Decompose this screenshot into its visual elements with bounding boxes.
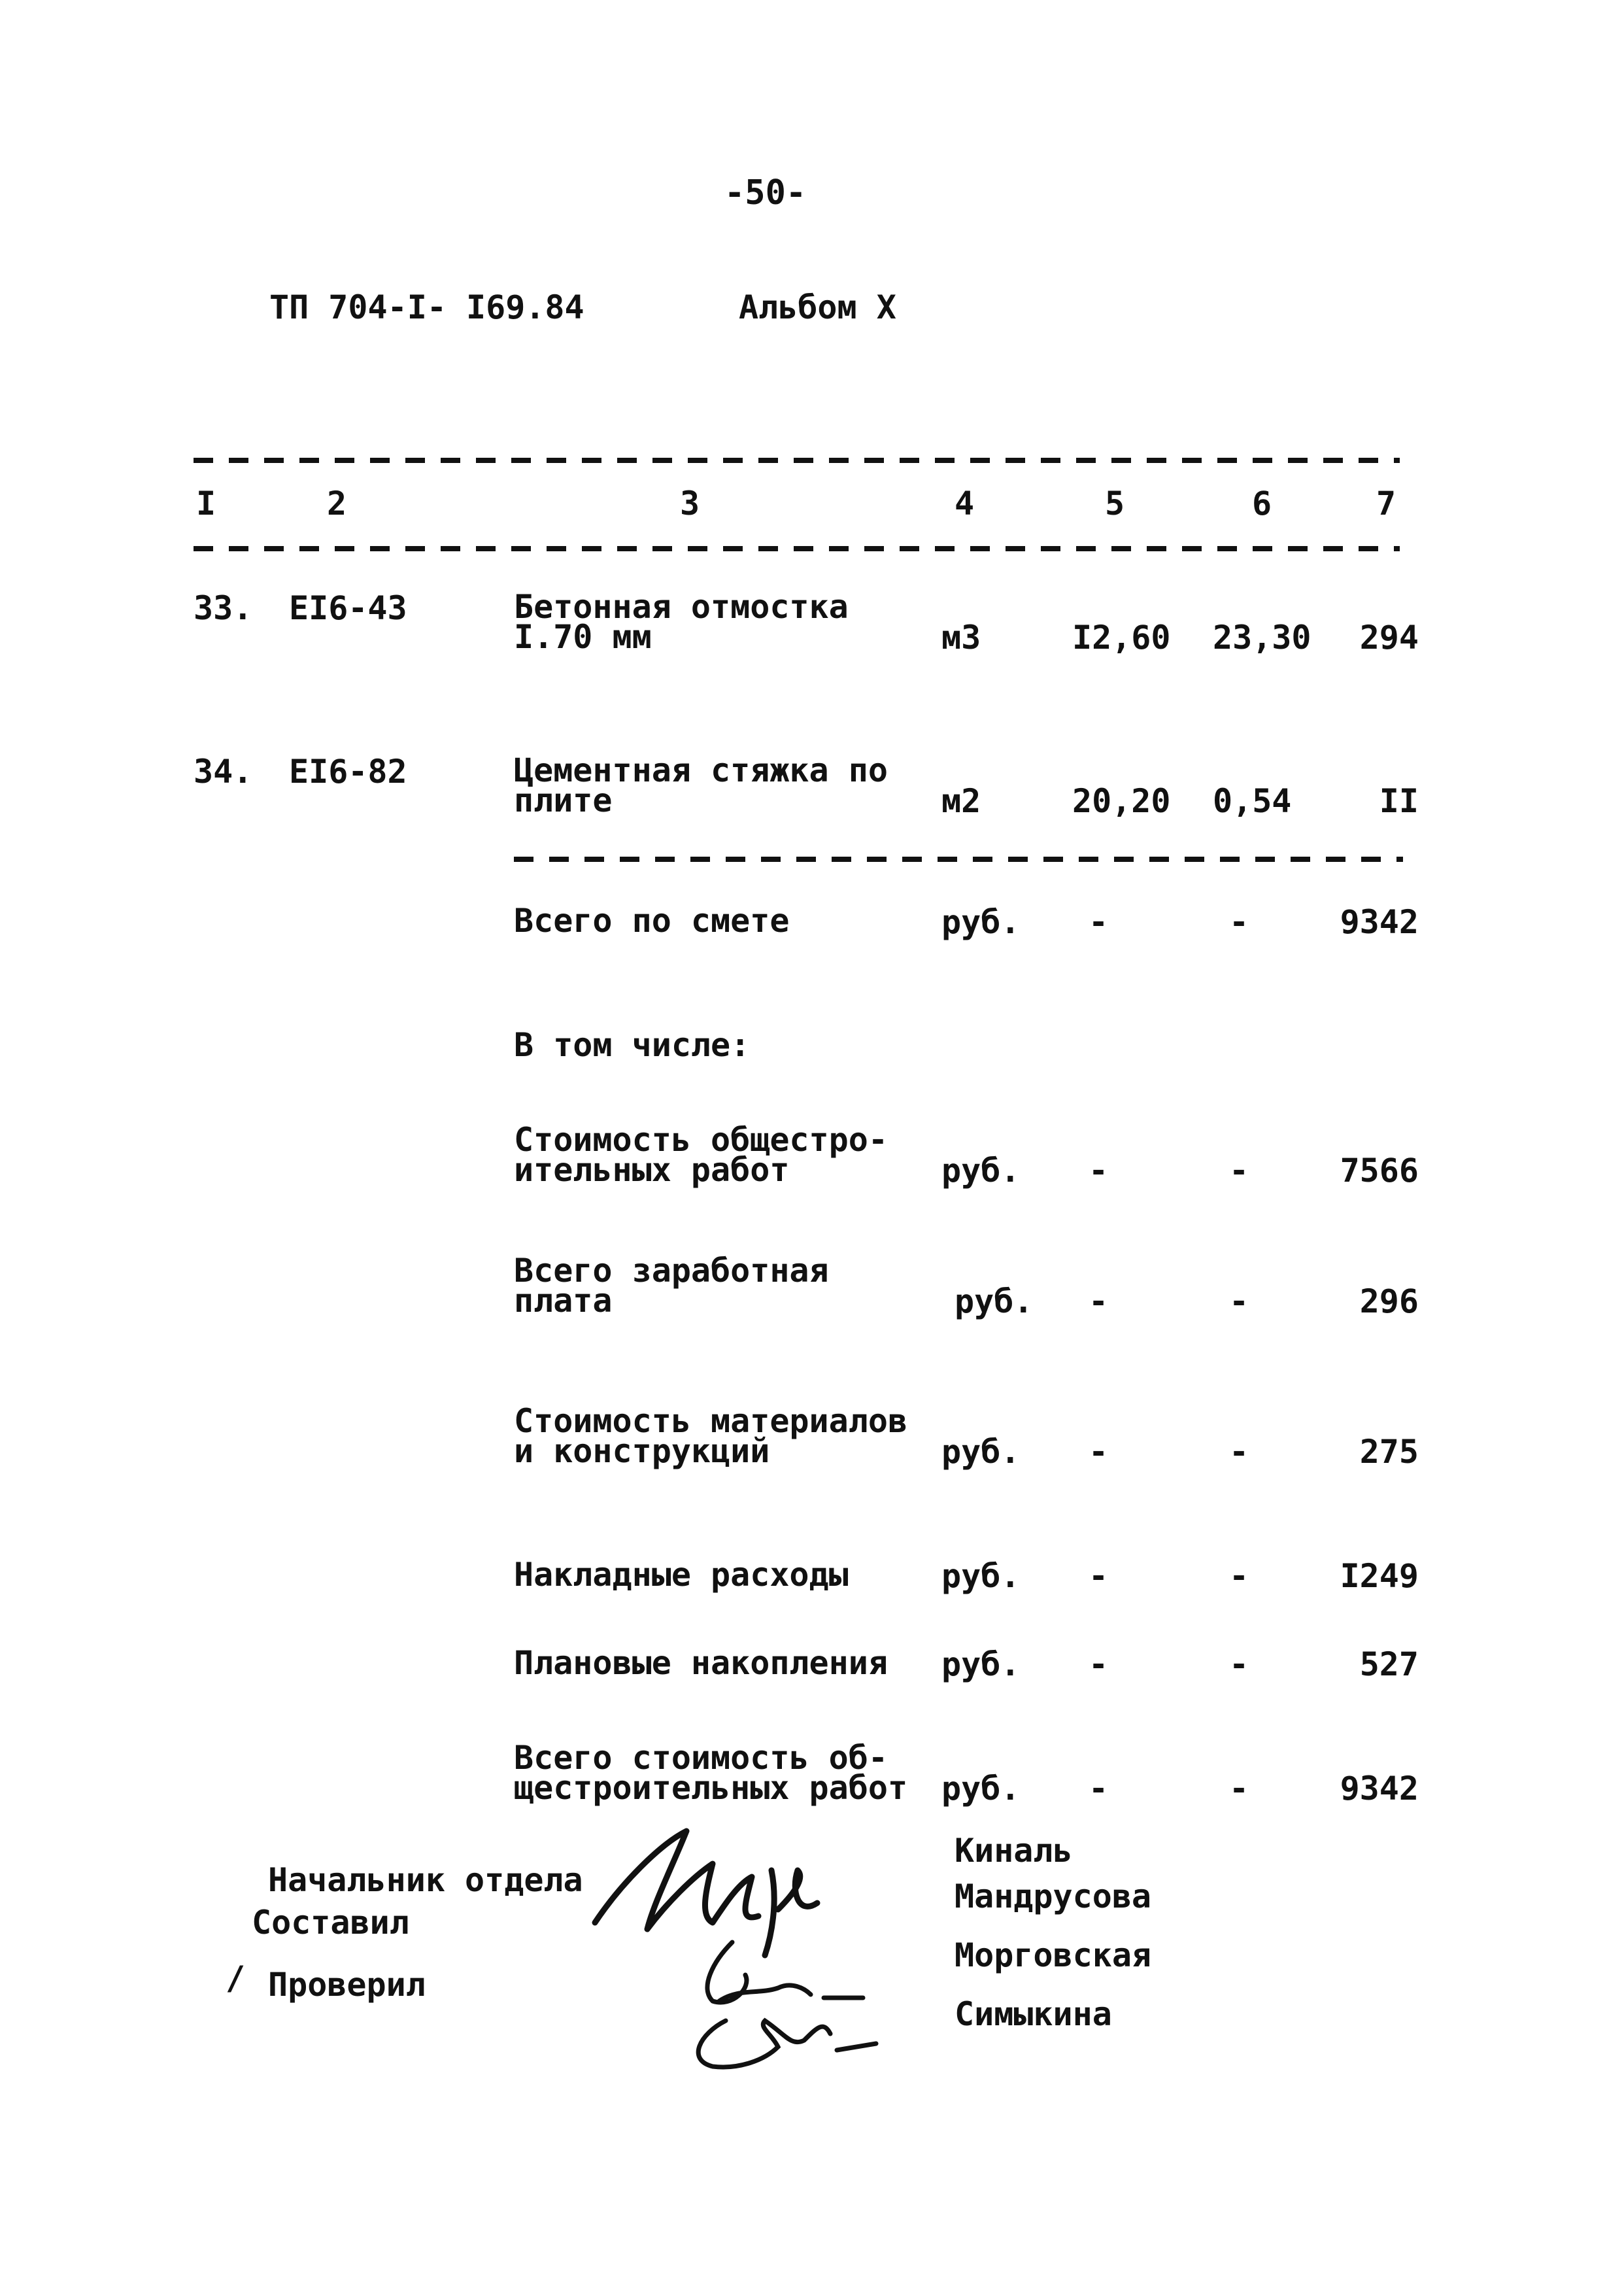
signer-name: Мандрусова <box>955 1877 1152 1915</box>
signature-checked <box>673 1936 883 2086</box>
summary-unit: руб. <box>941 1770 1021 1808</box>
summary-price: - <box>1229 1557 1249 1595</box>
summary-quantity: - <box>1089 1557 1109 1595</box>
summary-price: - <box>1229 1152 1249 1190</box>
divider-total <box>514 857 1403 862</box>
row-quantity: I2,60 <box>1072 619 1171 657</box>
column-header-6: 6 <box>1252 485 1272 523</box>
summary-quantity: - <box>1089 1282 1109 1320</box>
total-quantity: - <box>1089 903 1109 941</box>
including-label: В том числе: <box>514 1026 751 1064</box>
row-unit: м3 <box>941 619 981 657</box>
summary-quantity: - <box>1089 1770 1109 1808</box>
summary-quantity: - <box>1089 1152 1109 1190</box>
summary-total: 7566 <box>1340 1152 1419 1190</box>
row-quantity: 20,20 <box>1072 782 1171 820</box>
row-description: Бетонная отмостка I.70 мм <box>514 588 849 656</box>
row-price: 0,54 <box>1213 782 1292 820</box>
summary-unit: руб. <box>955 1282 1034 1320</box>
row-code: EI6-43 <box>289 589 407 627</box>
row-code: EI6-82 <box>289 753 407 791</box>
column-header-2: 2 <box>327 485 347 523</box>
summary-total: 527 <box>1359 1645 1419 1683</box>
album-label: Альбом X <box>739 288 896 326</box>
summary-total: I249 <box>1340 1557 1419 1595</box>
summary-description: Всего заработная плата <box>514 1252 829 1320</box>
signer-name: Киналь <box>955 1832 1073 1870</box>
summary-total: 9342 <box>1340 1770 1419 1808</box>
summary-unit: руб. <box>941 1152 1021 1190</box>
column-header-3: 3 <box>680 485 700 523</box>
total-description: Всего по смете <box>514 902 790 940</box>
total-value: 9342 <box>1340 903 1419 941</box>
summary-price: - <box>1229 1645 1249 1683</box>
column-header-4: 4 <box>955 485 975 523</box>
column-header-5: 5 <box>1105 485 1125 523</box>
summary-unit: руб. <box>941 1433 1021 1471</box>
summary-description: Накладные расходы <box>514 1556 849 1594</box>
divider-top <box>194 458 1400 463</box>
signer-name: Симыкина <box>955 1995 1112 2033</box>
column-header-1: I <box>196 485 216 523</box>
summary-quantity: - <box>1089 1433 1109 1471</box>
row-total: 294 <box>1359 619 1419 657</box>
divider-header <box>194 546 1400 551</box>
slash-mark: / <box>226 1959 246 1997</box>
checked-by-label: Проверил <box>268 1966 426 2004</box>
summary-price: - <box>1229 1282 1249 1320</box>
summary-unit: руб. <box>941 1645 1021 1683</box>
summary-description: Плановые накопления <box>514 1644 888 1682</box>
summary-total: 296 <box>1359 1282 1419 1320</box>
row-description: Цементная стяжка по плите <box>514 751 888 819</box>
summary-price: - <box>1229 1770 1249 1808</box>
signer-name: Морговская <box>955 1936 1152 1974</box>
summary-description: Стоимость общестро- ительных работ <box>514 1121 888 1189</box>
summary-unit: руб. <box>941 1557 1021 1595</box>
summary-description: Стоимость материалов и конструкций <box>514 1402 908 1470</box>
summary-quantity: - <box>1089 1645 1109 1683</box>
row-number: 33. <box>194 589 253 627</box>
total-price: - <box>1229 903 1249 941</box>
page-number: -50- <box>724 173 807 213</box>
compiled-by-label: Составил <box>252 1904 409 1942</box>
summary-description: Всего стоимость об- щестроительных работ <box>514 1739 908 1807</box>
row-price: 23,30 <box>1213 619 1311 657</box>
row-total: II <box>1379 782 1419 820</box>
total-unit: руб. <box>941 903 1021 941</box>
summary-total: 275 <box>1359 1433 1419 1471</box>
summary-price: - <box>1229 1433 1249 1471</box>
row-unit: м2 <box>941 782 981 820</box>
row-number: 34. <box>194 753 253 791</box>
document-code: ТП 704-I- I69.84 <box>269 288 584 326</box>
head-of-department-label: Начальник отдела <box>268 1861 583 1899</box>
column-header-7: 7 <box>1376 485 1396 523</box>
